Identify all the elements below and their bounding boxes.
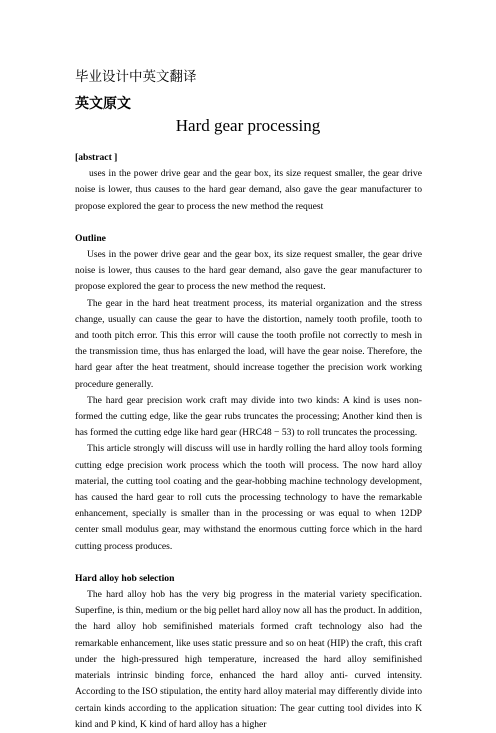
chinese-document-title: 毕业设计中英文翻译 xyxy=(75,69,197,85)
chinese-section-label: 英文原文 xyxy=(75,96,131,112)
outline-paragraph: The hard gear precision work craft may divide into two kinds: A kind is uses non-formed the cutting edge, like the gear rubs truncates the processing; Another kind then is has formed the cutting edge like hard gear (HRC48 − 53) to roll truncates the processing. xyxy=(75,394,422,439)
spacer xyxy=(75,555,422,571)
abstract-text: uses in the power drive gear and the gear box, its size request smaller, the gear drive noise is lower, thus causes to the hard gear demand, also gave the gear manufacturer to propose explored the gear to process the new method the request xyxy=(75,168,422,212)
outline-heading: Outline xyxy=(75,232,106,244)
hob-selection-heading: Hard alloy hob selection xyxy=(75,572,175,584)
abstract-heading: [abstract ] xyxy=(75,152,118,163)
outline-paragraph: Uses in the power drive gear and the gear box, its size request smaller, the gear drive noise is lower, thus causes to the hard gear demand, also gave the gear manufacturer to propose explored the gear to process the new method the request. xyxy=(75,249,422,293)
spacer xyxy=(75,215,422,231)
outline-paragraph: The gear in the hard heat treatment process, its material organization and the stress change, usually can cause the gear to have the distortion, namely tooth profile, tooth to and tooth pitch error. This this error will cause the tooth profile not correctly to mesh in the transmission time, thus has enlarged the load, will have the gear noise. Therefore, the hard gear after the heat treatment, should increase together the precision work working procedure generally. xyxy=(75,297,422,390)
hob-selection-paragraph: The hard alloy hob has the very big progress in the material variety specification. Superfine, is thin, medium or the big pellet hard alloy now all has the product. In addition, the hard alloy hob semifinished materials formed craft technology also had the remarkable enhancement, like uses static pressure and so on heat (HIP) the craft, this craft under the high-pressured high temperature, increased the hard alloy semifinished materials intrinsic binding force, enhanced the hard alloy anti- curved intensity. According to the ISO stipulation, the entity hard alloy material may differently divide into certain kinds according to the application situation: The gear cutting tool divides into K kind and P kind, K kind of hard alloy has a higher xyxy=(75,589,422,730)
article-title: Hard gear processing xyxy=(175,116,321,135)
article-body xyxy=(75,150,422,733)
outline-paragraph: This article strongly will discuss will use in hardly rolling the hard alloy tools forming cutting edge precision work process which the tooth will process. The now hard alloy material, the cutting tool coating and the gear-hobbing machine technology development, has caused the hard gear to roll cuts the processing technology to have the remarkable enhancement, specially is smaller than in the processing or was equal to when 12DP center small modulus gear, may withstand the enormous cutting force which in the hard cutting process produces. xyxy=(75,443,422,552)
